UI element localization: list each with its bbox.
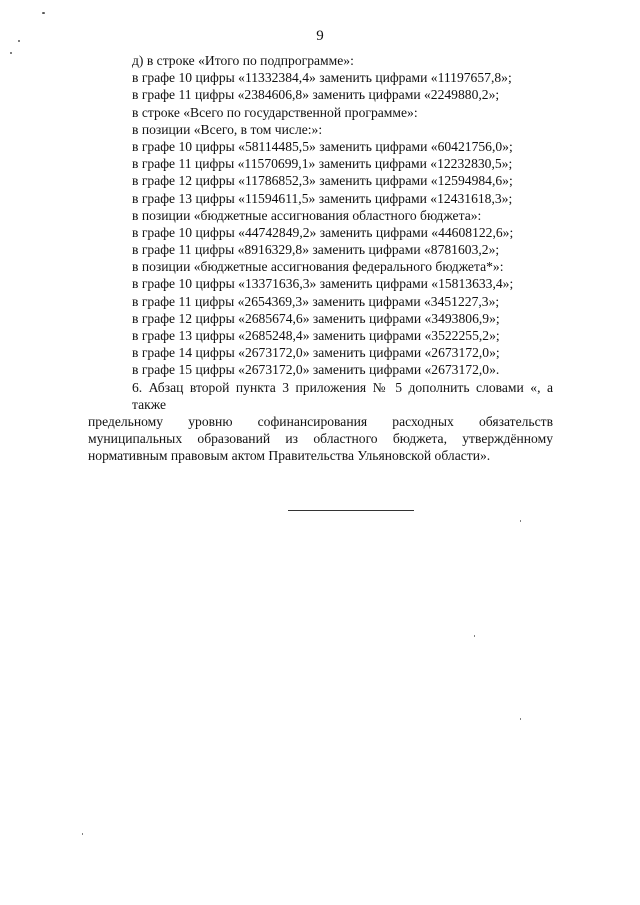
document-body [88, 52, 553, 465]
scan-speck [474, 635, 475, 637]
scan-speck [520, 718, 521, 720]
text-line: в графе 12 цифры «2685674,6» заменить цифрами «3493806,9»; [132, 310, 500, 326]
scan-speck [520, 520, 521, 522]
paragraph-6-line: муниципальных образований из областного бюджета, утверждённому [88, 431, 553, 447]
text-line: в графе 15 цифры «2673172,0» заменить цифрами «2673172,0». [132, 362, 500, 378]
scan-speck [10, 52, 12, 54]
text-line: д) в строке «Итого по подпрограмме»: [132, 53, 354, 68]
text-line: в графе 10 цифры «44742849,2» заменить цифрами «44608122,6»; [132, 224, 514, 240]
paragraph-6-line: предельному уровню софинансирования расходных обязательств [88, 413, 553, 429]
text-line: в графе 12 цифры «11786852,3» заменить цифрами «12594984,6»; [132, 173, 513, 189]
scan-speck [18, 40, 20, 42]
text-line: в строке «Всего по государственной программе»: [132, 104, 418, 120]
paragraph-6-line: 6. Абзац второй пункта 3 приложения № 5 дополнить словами «, а также [132, 379, 553, 412]
text-line: в графе 13 цифры «2685248,4» заменить цифрами «3522255,2»; [132, 328, 500, 343]
text-line: в графе 11 цифры «2384606,8» заменить цифрами «2249880,2»; [132, 87, 500, 103]
text-line: в позиции «Всего, в том числе:»: [132, 121, 323, 137]
paragraph-6 [88, 379, 553, 465]
text-line: в графе 11 цифры «11570699,1» заменить цифрами «12232830,5»; [132, 156, 513, 172]
end-divider-line [288, 510, 414, 511]
page-number: 9 [316, 28, 324, 44]
scan-speck [82, 833, 83, 835]
text-line: в графе 14 цифры «2673172,0» заменить цифрами «2673172,0»; [132, 345, 500, 361]
text-line: в графе 10 цифры «13371636,3» заменить цифрами «15813633,4»; [132, 276, 514, 292]
scan-speck [42, 12, 45, 14]
text-line: в графе 10 цифры «58114485,5» заменить цифрами «60421756,0»; [132, 138, 513, 154]
text-line: в позиции «бюджетные ассигнования федерального бюджета*»: [132, 259, 504, 275]
text-line: в графе 10 цифры «11332384,4» заменить цифрами «11197657,8»; [132, 70, 512, 86]
text-line: в графе 11 цифры «8916329,8» заменить цифрами «8781603,2»; [132, 242, 500, 258]
text-line: в графе 11 цифры «2654369,3» заменить цифрами «3451227,3»; [132, 293, 500, 309]
paragraph-6-line: нормативным правовым актом Правительства Ульяновской области». [88, 448, 491, 464]
text-line: в позиции «бюджетные ассигнования областного бюджета»: [132, 207, 482, 223]
text-line: в графе 13 цифры «11594611,5» заменить цифрами «12431618,3»; [132, 190, 513, 206]
